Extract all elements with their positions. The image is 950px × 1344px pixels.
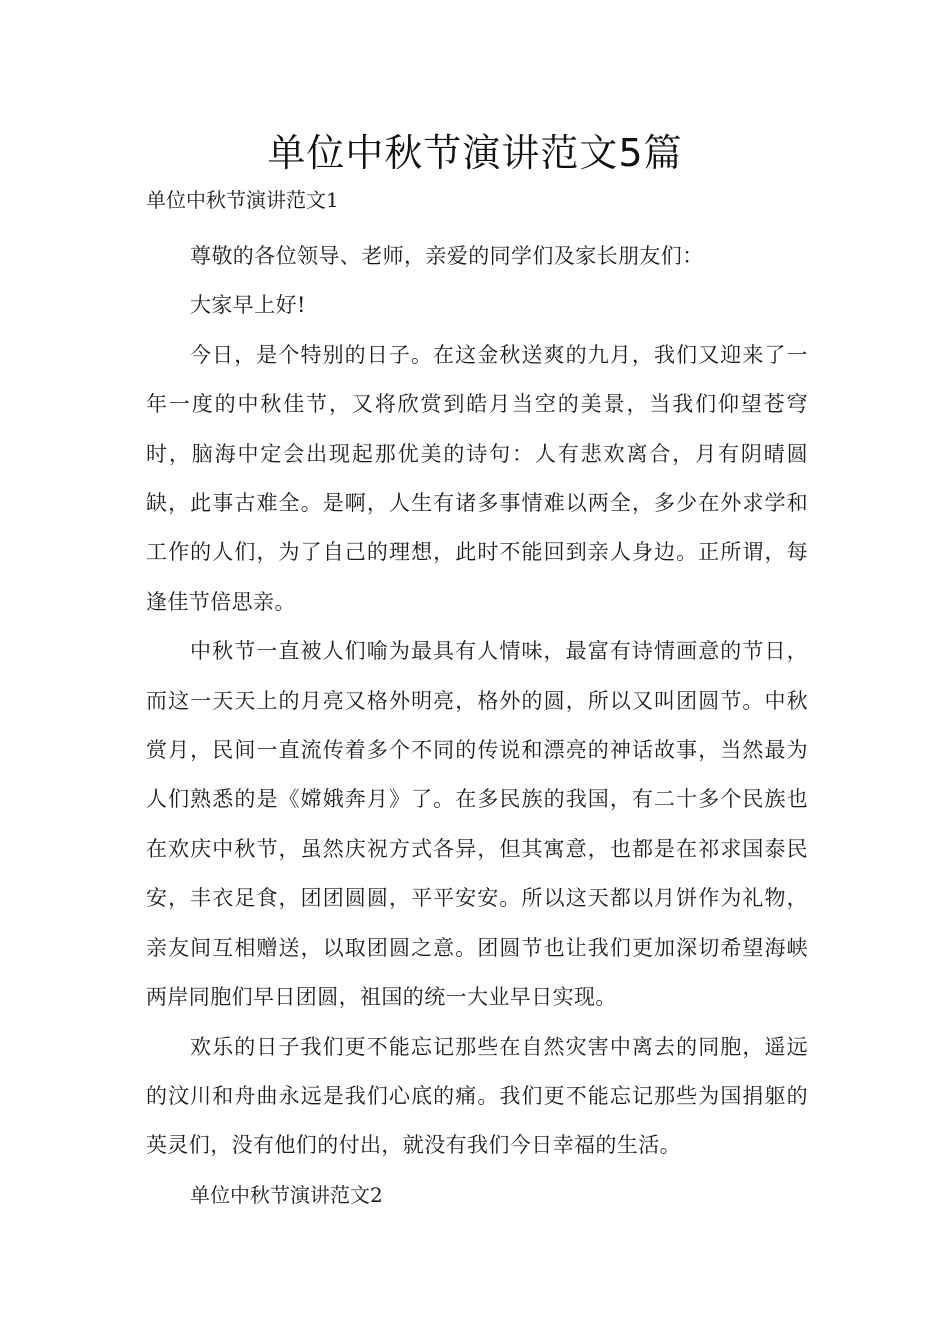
paragraph-greeting: 尊敬的各位领导、老师，亲爱的同学们及家长朋友们：	[190, 244, 704, 268]
paragraph-body-1: 今日，是个特别的日子。在这金秋送爽的九月，我们又迎来了一年一度的中秋佳节，又将欣赏到皓月当空的美景，当我们仰望苍穹时，脑海中定会出现起那优美的诗句：人有悲欢离合，月有阴晴圆缺，此事古难全。是啊，人生有诸多事情难以两全，多少在外求学和工作的人们，为了自己的理想，此时不能回到亲人身边。正所谓，每逢佳节倍思亲。	[146, 342, 808, 614]
document-body	[146, 232, 808, 1220]
section-heading-1: 单位中秋节演讲范文1	[146, 188, 339, 212]
document-title: 单位中秋节演讲范文5篇	[267, 131, 683, 175]
paragraph-body-2: 中秋节一直被人们喻为最具有人情味，最富有诗情画意的节日，而这一天天上的月亮又格外明亮，格外的圆，所以又叫团圆节。中秋赏月，民间一直流传着多个不同的传说和漂亮的神话故事，当然最为人们熟悉的是《嫦娥奔月》了。在多民族的我国，有二十多个民族也在欢庆中秋节，虽然庆祝方式各异，但其寓意，也都是在祁求国泰民安，丰衣足食，团团圆圆，平平安安。所以这天都以月饼作为礼物，亲友间互相赠送，以取团圆之意。团圆节也让我们更加深切希望海峡两岸同胞们早日团圆，祖国的统一大业早日实现。	[146, 639, 808, 1010]
paragraph-salutation: 大家早上好!	[190, 293, 306, 318]
section-heading-2: 单位中秋节演讲范文2	[190, 1182, 383, 1207]
paragraph-body-3: 欢乐的日子我们更不能忘记那些在自然灾害中离去的同胞，遥远的汶川和舟曲永远是我们心底的痛。我们更不能忘记那些为国捐躯的英灵们，没有他们的付出，就没有我们今日幸福的生活。	[146, 1034, 808, 1158]
